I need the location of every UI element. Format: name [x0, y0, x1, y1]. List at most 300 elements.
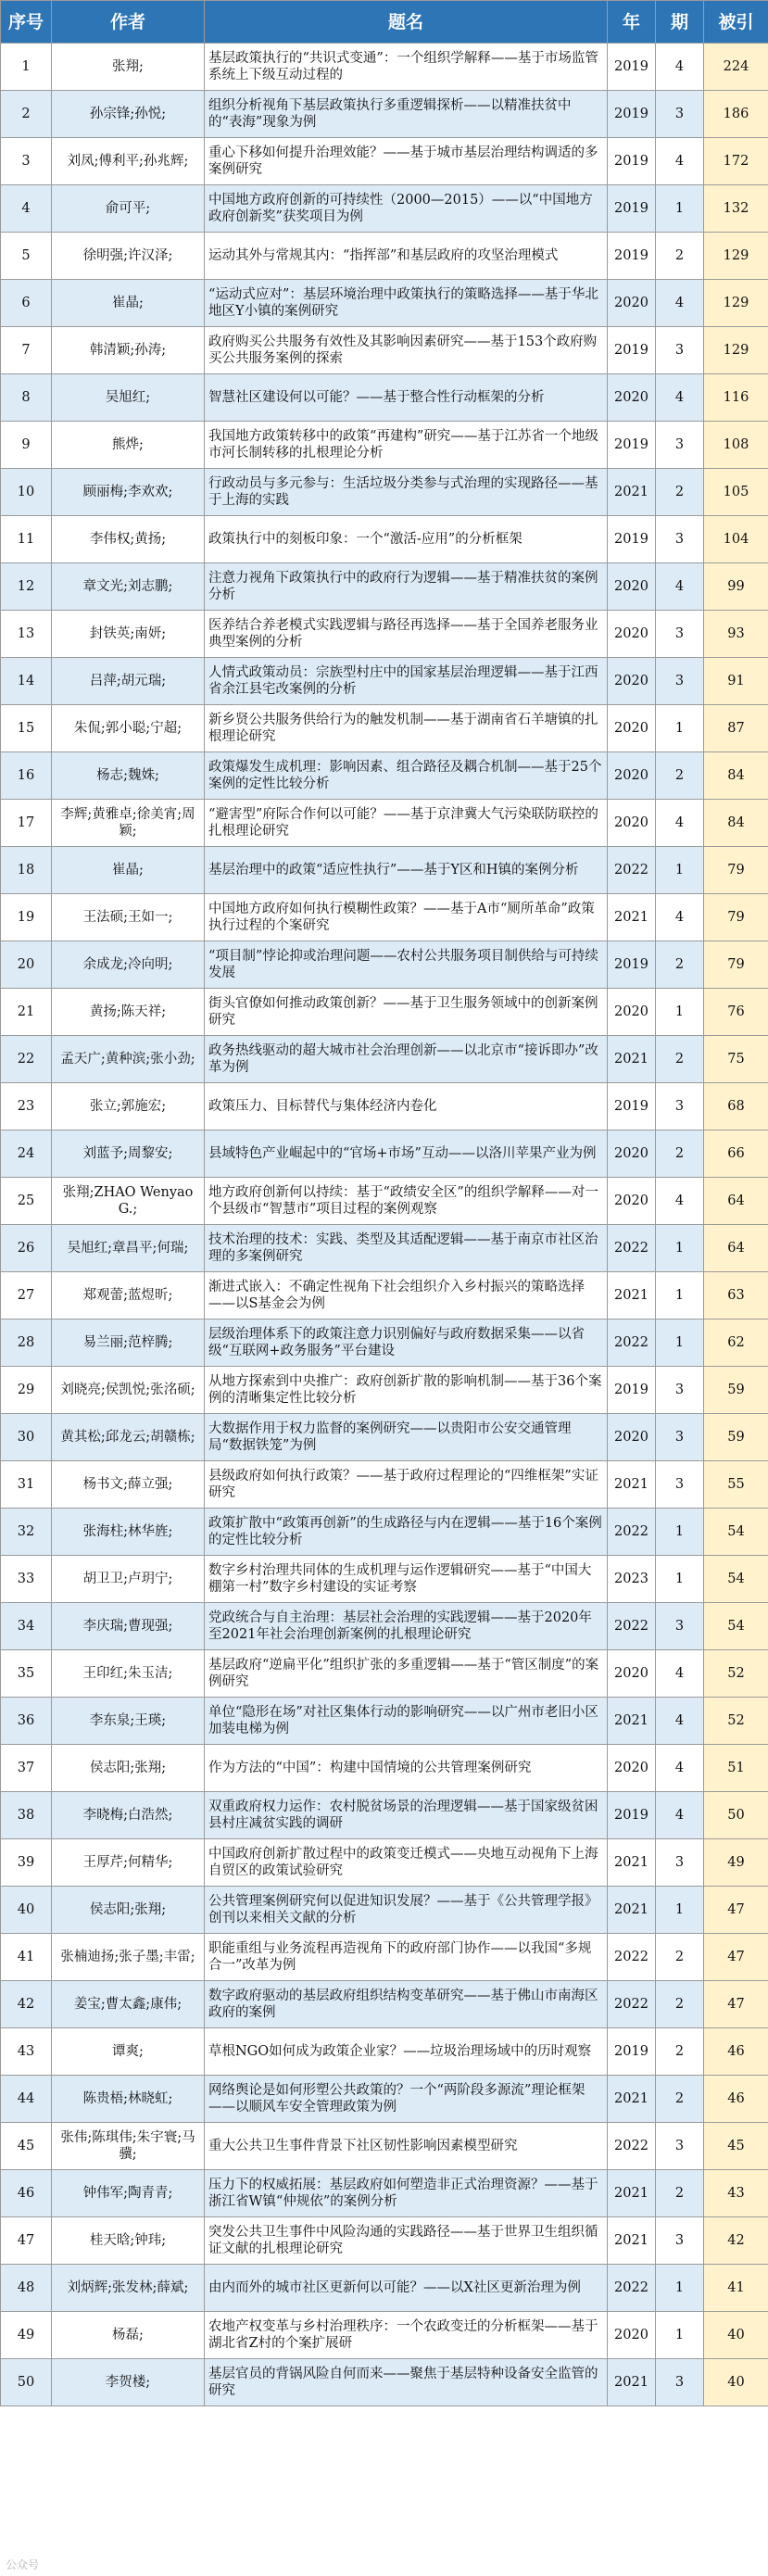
row-author: 黄其松;邱龙云;胡赣栋;: [52, 1414, 205, 1461]
row-year: 2022: [608, 2123, 656, 2170]
row-index: 29: [1, 1367, 52, 1414]
row-cited: 75: [704, 1036, 768, 1083]
row-issue: 2: [656, 2170, 704, 2217]
row-title: 大数据作用于权力监督的案例研究——以贵阳市公安交通管理局“数据铁笼”为例: [205, 1414, 608, 1461]
row-author: 崔晶;: [52, 847, 205, 894]
row-index: 3: [1, 138, 52, 185]
row-issue: 4: [656, 44, 704, 91]
row-index: 23: [1, 1083, 52, 1130]
row-cited: 104: [704, 516, 768, 563]
row-index: 42: [1, 1981, 52, 2028]
row-author: 朱侃;郭小聪;宁超;: [52, 705, 205, 752]
row-title: 技术治理的技术：实践、类型及其适配逻辑——基于南京市社区治理的多案例研究: [205, 1225, 608, 1272]
row-index: 2: [1, 91, 52, 138]
row-author: 李伟权;黄扬;: [52, 516, 205, 563]
row-title: 政策执行中的刻板印象：一个“激活-应用”的分析框架: [205, 516, 608, 563]
row-index: 37: [1, 1745, 52, 1792]
row-title: 人情式政策动员：宗族型村庄中的国家基层治理逻辑——基于江西省余江县宅改案例的分析: [205, 658, 608, 705]
row-year: 2020: [608, 705, 656, 752]
row-title: 农地产权变革与乡村治理秩序：一个农政变迁的分析框架——基于湖北省Z村的个案扩展研: [205, 2312, 608, 2359]
row-author: 桂天晗;钟玮;: [52, 2217, 205, 2265]
row-author: 张翔;ZHAO Wenyao G.;: [52, 1178, 205, 1225]
row-author: 钟伟军;陶青青;: [52, 2170, 205, 2217]
row-year: 2021: [608, 1036, 656, 1083]
table-row: [1, 1036, 768, 1083]
row-issue: 3: [656, 1367, 704, 1414]
row-index: 14: [1, 658, 52, 705]
row-cited: 87: [704, 705, 768, 752]
row-author: 郑观蕾;蓝煜昕;: [52, 1272, 205, 1320]
row-cited: 55: [704, 1461, 768, 1509]
row-cited: 224: [704, 44, 768, 91]
row-year: 2021: [608, 2170, 656, 2217]
row-index: 31: [1, 1461, 52, 1509]
row-issue: 4: [656, 563, 704, 611]
row-author: 刘晓亮;侯凯悦;张洺硕;: [52, 1367, 205, 1414]
row-issue: 4: [656, 1698, 704, 1745]
row-author: 陈贵梧;林晓虹;: [52, 2076, 205, 2123]
row-year: 2020: [608, 1414, 656, 1461]
row-year: 2020: [608, 800, 656, 847]
row-cited: 66: [704, 1130, 768, 1178]
row-index: 26: [1, 1225, 52, 1272]
row-author: 杨书文;薛立强;: [52, 1461, 205, 1509]
row-issue: 2: [656, 1934, 704, 1981]
row-cited: 84: [704, 752, 768, 800]
row-author: 顾丽梅;李欢欢;: [52, 469, 205, 516]
row-index: 33: [1, 1556, 52, 1603]
row-author: 侯志阳;张翔;: [52, 1887, 205, 1934]
row-index: 46: [1, 2170, 52, 2217]
row-year: 2020: [608, 611, 656, 658]
row-author: 徐明强;许汉泽;: [52, 233, 205, 280]
table-row: [1, 1698, 768, 1745]
row-cited: 59: [704, 1414, 768, 1461]
row-index: 11: [1, 516, 52, 563]
table-row: [1, 1934, 768, 1981]
row-index: 25: [1, 1178, 52, 1225]
row-year: 2021: [608, 1272, 656, 1320]
row-issue: 1: [656, 185, 704, 233]
row-title: “运动式应对”：基层环境治理中政策执行的策略选择——基于华北地区Y小镇的案例研究: [205, 280, 608, 327]
row-title: 数字政府驱动的基层政府组织结构变革研究——基于佛山市南海区政府的案例: [205, 1981, 608, 2028]
row-cited: 108: [704, 422, 768, 469]
row-issue: 2: [656, 1036, 704, 1083]
row-year: 2020: [608, 658, 656, 705]
row-issue: 2: [656, 752, 704, 800]
row-year: 2020: [608, 280, 656, 327]
row-cited: 50: [704, 1792, 768, 1839]
row-issue: 1: [656, 847, 704, 894]
row-title: 政务热线驱动的超大城市社会治理创新——以北京市“接诉即办”改革为例: [205, 1036, 608, 1083]
table-row: [1, 516, 768, 563]
row-author: 李晓梅;白浩然;: [52, 1792, 205, 1839]
row-title: 双重政府权力运作：农村脱贫场景的治理逻辑——基于国家级贫困县村庄减贫实践的调研: [205, 1792, 608, 1839]
header-year[interactable]: 年: [608, 1, 656, 44]
row-year: 2019: [608, 327, 656, 374]
row-year: 2019: [608, 1367, 656, 1414]
table-row: [1, 1981, 768, 2028]
table-row: [1, 1887, 768, 1934]
row-title: 重大公共卫生事件背景下社区韧性影响因素模型研究: [205, 2123, 608, 2170]
row-index: 5: [1, 233, 52, 280]
row-issue: 4: [656, 1650, 704, 1698]
row-index: 28: [1, 1320, 52, 1367]
row-year: 2019: [608, 2028, 656, 2076]
row-year: 2020: [608, 374, 656, 422]
row-cited: 91: [704, 658, 768, 705]
table-row: [1, 752, 768, 800]
row-issue: 4: [656, 280, 704, 327]
row-title: 中国地方政府如何执行模糊性政策？——基于A市“厕所革命”政策执行过程的个案研究: [205, 894, 608, 941]
row-author: 胡卫卫;卢玥宁;: [52, 1556, 205, 1603]
row-author: 杨志;魏姝;: [52, 752, 205, 800]
table-row: [1, 2217, 768, 2265]
row-index: 32: [1, 1509, 52, 1556]
table-row: [1, 327, 768, 374]
row-year: 2019: [608, 91, 656, 138]
row-index: 6: [1, 280, 52, 327]
row-year: 2019: [608, 185, 656, 233]
row-issue: 4: [656, 1745, 704, 1792]
table-row: [1, 1461, 768, 1509]
row-issue: 4: [656, 894, 704, 941]
row-year: 2021: [608, 2076, 656, 2123]
row-issue: 1: [656, 1887, 704, 1934]
row-issue: 4: [656, 1792, 704, 1839]
row-year: 2020: [608, 1130, 656, 1178]
row-author: 王印红;朱玉洁;: [52, 1650, 205, 1698]
row-issue: 3: [656, 1461, 704, 1509]
row-index: 35: [1, 1650, 52, 1698]
row-index: 16: [1, 752, 52, 800]
table-row: [1, 1083, 768, 1130]
header-issue[interactable]: 期: [656, 1, 704, 44]
table-row: [1, 658, 768, 705]
header-index[interactable]: 序号: [1, 1, 52, 44]
row-index: 9: [1, 422, 52, 469]
row-issue: 3: [656, 327, 704, 374]
row-issue: 2: [656, 941, 704, 989]
row-index: 36: [1, 1698, 52, 1745]
row-issue: 3: [656, 2359, 704, 2406]
row-title: 公共管理案例研究何以促进知识发展？——基于《公共管理学报》创刊以来相关文献的分析: [205, 1887, 608, 1934]
row-cited: 45: [704, 2123, 768, 2170]
row-title: 压力下的权威拓展：基层政府如何塑造非正式治理资源？——基于浙江省W镇“仲规依”的案例分析: [205, 2170, 608, 2217]
row-issue: 3: [656, 1414, 704, 1461]
table-row: [1, 1367, 768, 1414]
row-cited: 172: [704, 138, 768, 185]
row-cited: 63: [704, 1272, 768, 1320]
row-cited: 129: [704, 327, 768, 374]
header-cited[interactable]: 被引: [704, 1, 768, 44]
row-cited: 47: [704, 1887, 768, 1934]
row-cited: 76: [704, 989, 768, 1036]
table-row: [1, 1509, 768, 1556]
row-title: “避害型”府际合作何以可能？——基于京津冀大气污染联防联控的扎根理论研究: [205, 800, 608, 847]
table-row: [1, 563, 768, 611]
row-cited: 51: [704, 1745, 768, 1792]
header-author[interactable]: 作者: [52, 1, 205, 44]
table-row: [1, 1556, 768, 1603]
row-year: 2021: [608, 894, 656, 941]
row-cited: 40: [704, 2312, 768, 2359]
row-author: 张翔;: [52, 44, 205, 91]
row-author: 张楠迪扬;张子墨;丰雷;: [52, 1934, 205, 1981]
row-title: 智慧社区建设何以可能？——基于整合性行动框架的分析: [205, 374, 608, 422]
row-issue: 4: [656, 800, 704, 847]
row-title: 政策爆发生成机理：影响因素、组合路径及耦合机制——基于25个案例的定性比较分析: [205, 752, 608, 800]
row-cited: 43: [704, 2170, 768, 2217]
row-index: 43: [1, 2028, 52, 2076]
row-index: 15: [1, 705, 52, 752]
row-author: 黄扬;陈天祥;: [52, 989, 205, 1036]
row-issue: 2: [656, 2028, 704, 2076]
table-row: [1, 422, 768, 469]
row-issue: 3: [656, 1603, 704, 1650]
row-index: 39: [1, 1839, 52, 1887]
row-index: 20: [1, 941, 52, 989]
row-cited: 79: [704, 847, 768, 894]
row-cited: 68: [704, 1083, 768, 1130]
table-row: [1, 91, 768, 138]
row-cited: 54: [704, 1603, 768, 1650]
row-cited: 116: [704, 374, 768, 422]
row-author: 杨磊;: [52, 2312, 205, 2359]
row-index: 45: [1, 2123, 52, 2170]
row-title: 组织分析视角下基层政策执行多重逻辑探析——以精准扶贫中的“表海”现象为例: [205, 91, 608, 138]
row-issue: 4: [656, 1178, 704, 1225]
row-index: 24: [1, 1130, 52, 1178]
row-title: 基层政策执行的“共识式变通”：一个组织学解释——基于市场监管系统上下级互动过程的: [205, 44, 608, 91]
row-issue: 1: [656, 1272, 704, 1320]
row-cited: 46: [704, 2028, 768, 2076]
row-author: 易兰丽;范梓腾;: [52, 1320, 205, 1367]
row-title: 街头官僚如何推动政策创新？——基于卫生服务领域中的创新案例研究: [205, 989, 608, 1036]
table-row: [1, 138, 768, 185]
watermark: 公众号: [6, 2558, 40, 2571]
row-year: 2020: [608, 563, 656, 611]
row-index: 18: [1, 847, 52, 894]
row-cited: 41: [704, 2265, 768, 2312]
row-title: 基层政府“逆扁平化”组织扩张的多重逻辑——基于“管区制度”的案例研究: [205, 1650, 608, 1698]
row-year: 2022: [608, 847, 656, 894]
row-issue: 3: [656, 2217, 704, 2265]
row-author: 章文光;刘志鹏;: [52, 563, 205, 611]
row-title: 医养结合养老模式实践逻辑与路径再选择——基于全国养老服务业典型案例的分析: [205, 611, 608, 658]
row-title: 重心下移如何提升治理效能？——基于城市基层治理结构调适的多案例研究: [205, 138, 608, 185]
row-title: “项目制”悖论抑或治理问题——农村公共服务项目制供给与可持续发展: [205, 941, 608, 989]
table-row: [1, 1792, 768, 1839]
row-title: 草根NGO如何成为政策企业家？——垃圾治理场域中的历时观察: [205, 2028, 608, 2076]
row-title: 党政统合与自主治理：基层社会治理的实践逻辑——基于2020年至2021年社会治理创新案例的扎根理论研究: [205, 1603, 608, 1650]
row-cited: 84: [704, 800, 768, 847]
row-author: 吴旭红;章昌平;何瑞;: [52, 1225, 205, 1272]
row-year: 2019: [608, 138, 656, 185]
row-cited: 54: [704, 1556, 768, 1603]
row-author: 韩清颖;孙涛;: [52, 327, 205, 374]
table-row: [1, 280, 768, 327]
table-row: [1, 941, 768, 989]
row-issue: 1: [656, 1556, 704, 1603]
row-title: 政策扩散中“政策再创新”的生成路径与内在逻辑——基于16个案例的定性比较分析: [205, 1509, 608, 1556]
row-title: 政策压力、目标替代与集体经济内卷化: [205, 1083, 608, 1130]
row-cited: 52: [704, 1698, 768, 1745]
table-row: [1, 2359, 768, 2406]
table-body: [1, 44, 768, 2406]
row-cited: 59: [704, 1367, 768, 1414]
row-index: 48: [1, 2265, 52, 2312]
row-author: 孟天广;黄种滨;张小劲;: [52, 1036, 205, 1083]
row-author: 王厚芹;何精华;: [52, 1839, 205, 1887]
table-row: [1, 894, 768, 941]
table-row: [1, 1178, 768, 1225]
row-author: 姜宝;曹太鑫;康伟;: [52, 1981, 205, 2028]
row-issue: 3: [656, 2123, 704, 2170]
table-row: [1, 847, 768, 894]
row-author: 李辉;黄雅卓;徐美宵;周颖;: [52, 800, 205, 847]
row-author: 俞可平;: [52, 185, 205, 233]
row-author: 熊烨;: [52, 422, 205, 469]
row-year: 2021: [608, 1698, 656, 1745]
row-year: 2019: [608, 941, 656, 989]
row-author: 吕萍;胡元瑞;: [52, 658, 205, 705]
row-issue: 2: [656, 469, 704, 516]
row-author: 李贺楼;: [52, 2359, 205, 2406]
row-year: 2022: [608, 1934, 656, 1981]
table-row: [1, 1130, 768, 1178]
table-row: [1, 233, 768, 280]
row-cited: 99: [704, 563, 768, 611]
table-row: [1, 800, 768, 847]
row-title: 基层官员的背锅风险自何而来——聚焦于基层特种设备安全监管的研究: [205, 2359, 608, 2406]
row-author: 余成龙;冷向明;: [52, 941, 205, 989]
row-issue: 1: [656, 1509, 704, 1556]
row-cited: 132: [704, 185, 768, 233]
row-issue: 3: [656, 1083, 704, 1130]
row-cited: 79: [704, 894, 768, 941]
table-row: [1, 44, 768, 91]
table-row: [1, 2076, 768, 2123]
row-index: 30: [1, 1414, 52, 1461]
row-index: 40: [1, 1887, 52, 1934]
row-author: 王法硕;王如一;: [52, 894, 205, 941]
row-index: 17: [1, 800, 52, 847]
row-year: 2020: [608, 1745, 656, 1792]
row-author: 张立;郭施宏;: [52, 1083, 205, 1130]
row-issue: 2: [656, 233, 704, 280]
row-title: 单位“隐形在场”对社区集体行动的影响研究——以广州市老旧小区加装电梯为例: [205, 1698, 608, 1745]
row-author: 刘炳辉;张发林;薛斌;: [52, 2265, 205, 2312]
row-index: 4: [1, 185, 52, 233]
row-author: 刘蓝予;周黎安;: [52, 1130, 205, 1178]
row-index: 34: [1, 1603, 52, 1650]
table-header-row: [1, 1, 768, 44]
row-year: 2022: [608, 1509, 656, 1556]
row-cited: 186: [704, 91, 768, 138]
row-title: 政府购买公共服务有效性及其影响因素研究——基于153个政府购买公共服务案例的探索: [205, 327, 608, 374]
row-title: 网络舆论是如何形塑公共政策的？一个“两阶段多源流”理论框架——以顺风车安全管理政策为例: [205, 2076, 608, 2123]
row-year: 2022: [608, 1320, 656, 1367]
row-year: 2020: [608, 1650, 656, 1698]
row-author: 张伟;陈琪伟;朱宇寰;马骥;: [52, 2123, 205, 2170]
row-title: 层级治理体系下的政策注意力识别偏好与政府数据采集——以省级“互联网+政务服务”平台建设: [205, 1320, 608, 1367]
row-author: 封铁英;南妍;: [52, 611, 205, 658]
header-title[interactable]: 题名: [205, 1, 608, 44]
row-index: 13: [1, 611, 52, 658]
row-title: 中国政府创新扩散过程中的政策变迁模式——央地互动视角下上海自贸区的政策试验研究: [205, 1839, 608, 1887]
row-index: 12: [1, 563, 52, 611]
row-title: 中国地方政府创新的可持续性（2000—2015）——以“中国地方政府创新奖”获奖项目为例: [205, 185, 608, 233]
row-title: 新乡贤公共服务供给行为的触发机制——基于湖南省石羊塘镇的扎根理论研究: [205, 705, 608, 752]
row-issue: 3: [656, 516, 704, 563]
row-year: 2021: [608, 469, 656, 516]
row-cited: 79: [704, 941, 768, 989]
row-cited: 129: [704, 233, 768, 280]
row-index: 50: [1, 2359, 52, 2406]
row-cited: 52: [704, 1650, 768, 1698]
row-index: 21: [1, 989, 52, 1036]
row-index: 44: [1, 2076, 52, 2123]
row-issue: 2: [656, 1981, 704, 2028]
row-cited: 64: [704, 1178, 768, 1225]
row-cited: 105: [704, 469, 768, 516]
row-author: 吴旭红;: [52, 374, 205, 422]
row-index: 41: [1, 1934, 52, 1981]
row-index: 19: [1, 894, 52, 941]
row-year: 2019: [608, 422, 656, 469]
row-issue: 3: [656, 91, 704, 138]
table-row: [1, 1745, 768, 1792]
row-year: 2020: [608, 989, 656, 1036]
row-year: 2021: [608, 2217, 656, 2265]
table-row: [1, 989, 768, 1036]
row-author: 李东泉;王瑛;: [52, 1698, 205, 1745]
row-title: 行政动员与多元参与：生活垃圾分类参与式治理的实现路径——基于上海的实践: [205, 469, 608, 516]
table-row: [1, 705, 768, 752]
table-row: [1, 1272, 768, 1320]
row-issue: 4: [656, 374, 704, 422]
row-cited: 47: [704, 1981, 768, 2028]
row-title: 运动其外与常规其内：“指挥部”和基层政府的攻坚治理模式: [205, 233, 608, 280]
row-year: 2019: [608, 516, 656, 563]
row-year: 2023: [608, 1556, 656, 1603]
row-index: 22: [1, 1036, 52, 1083]
row-issue: 1: [656, 989, 704, 1036]
row-index: 49: [1, 2312, 52, 2359]
row-index: 8: [1, 374, 52, 422]
table-row: [1, 1414, 768, 1461]
row-cited: 129: [704, 280, 768, 327]
row-year: 2021: [608, 1461, 656, 1509]
row-year: 2022: [608, 2265, 656, 2312]
row-title: 渐进式嵌入：不确定性视角下社会组织介入乡村振兴的策略选择——以S基金会为例: [205, 1272, 608, 1320]
row-index: 10: [1, 469, 52, 516]
row-issue: 1: [656, 1225, 704, 1272]
table-row: [1, 2028, 768, 2076]
row-cited: 64: [704, 1225, 768, 1272]
row-cited: 46: [704, 2076, 768, 2123]
row-issue: 3: [656, 611, 704, 658]
row-cited: 47: [704, 1934, 768, 1981]
row-index: 7: [1, 327, 52, 374]
row-year: 2019: [608, 1792, 656, 1839]
table-row: [1, 2312, 768, 2359]
row-cited: 62: [704, 1320, 768, 1367]
row-year: 2021: [608, 1887, 656, 1934]
table-row: [1, 469, 768, 516]
row-author: 崔晶;: [52, 280, 205, 327]
